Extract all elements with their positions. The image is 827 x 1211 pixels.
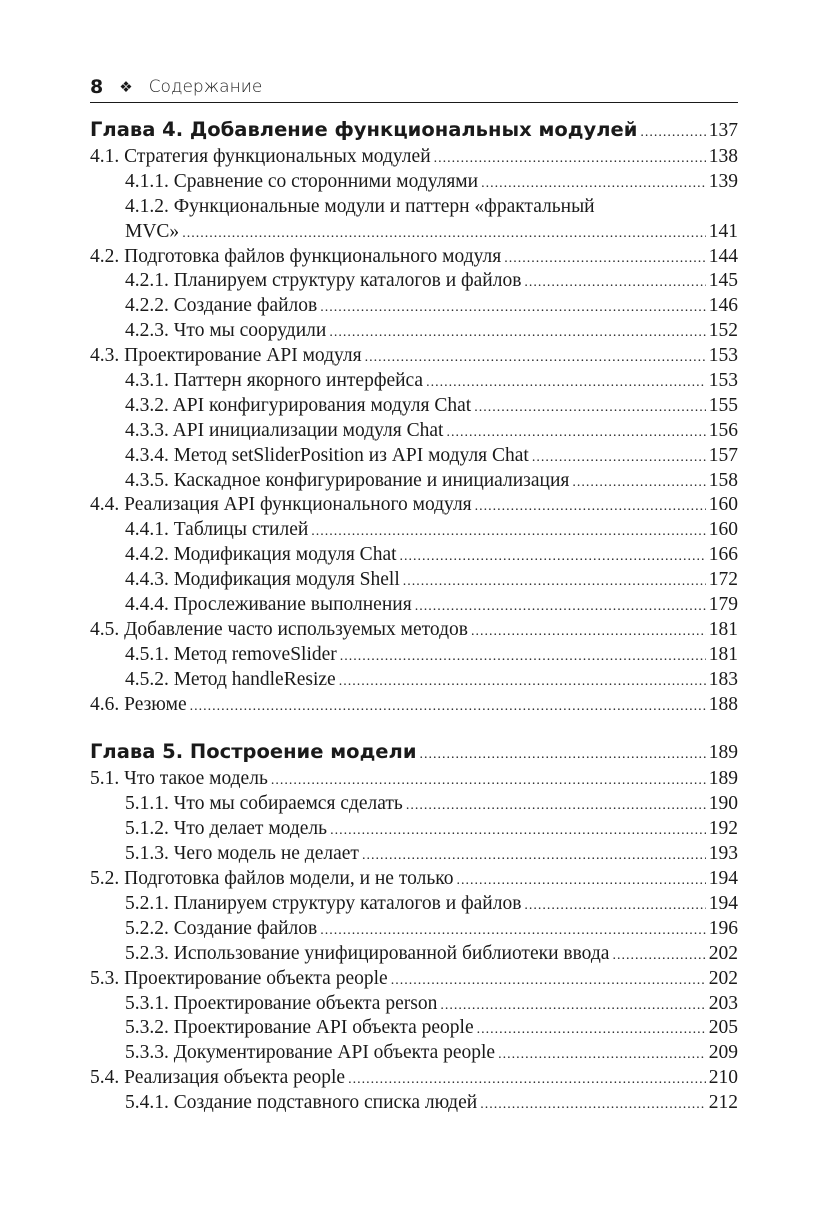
leader-dots [456, 869, 705, 894]
toc-entry-page: 156 [708, 419, 738, 441]
toc-entry[interactable] [90, 1066, 738, 1091]
toc-entry[interactable] [90, 992, 738, 1017]
toc-entry-page: 179 [708, 594, 738, 616]
toc-entry[interactable] [90, 145, 738, 170]
toc-entry-text: 4.3.5. Каскадное конфигурирование и инициализация [125, 469, 570, 491]
toc-entry[interactable] [90, 369, 738, 394]
toc-entry-page: 172 [708, 569, 738, 591]
toc-entry-text: 4.2. Подготовка файлов функционального модуля [90, 245, 502, 267]
leader-dots [311, 520, 705, 545]
running-title: Содержание [148, 77, 263, 97]
toc-entry-text: 4.2.3. Что мы соорудили [125, 320, 327, 342]
toc-entry-page: 209 [708, 1042, 738, 1064]
toc-entry[interactable] [90, 1041, 738, 1066]
toc-entry[interactable] [90, 1091, 738, 1116]
leader-dots [348, 1068, 706, 1093]
toc-entry[interactable] [90, 344, 738, 369]
toc-entry[interactable] [90, 568, 738, 593]
toc-page [90, 72, 738, 1116]
leader-dots [426, 371, 706, 396]
chapter-gap [90, 717, 738, 737]
leader-dots [340, 645, 706, 670]
toc-entry-page: 141 [708, 220, 738, 242]
toc-entry-page: 144 [708, 245, 738, 267]
leader-dots [440, 994, 705, 1019]
toc-entry[interactable] [90, 245, 738, 270]
toc-entry-page: 145 [708, 270, 738, 292]
chapter-page: 137 [708, 120, 738, 141]
toc-entry-text: 5.4.1. Создание подставного списка людей [125, 1092, 478, 1114]
toc-entry[interactable] [90, 967, 738, 992]
toc-entry-text: 4.3.3. API инициализации модуля Chat [125, 419, 444, 441]
toc-entry[interactable] [90, 294, 738, 319]
toc-entry-page: 157 [708, 444, 738, 466]
toc-entry-text: 4.4.1. Таблицы стилей [125, 519, 309, 541]
leader-dots [400, 545, 706, 570]
toc-entry-page: 212 [708, 1092, 738, 1114]
leader-dots [504, 247, 706, 272]
toc-entry-page: 166 [708, 544, 738, 566]
toc-entry[interactable] [90, 917, 738, 942]
chapter-heading[interactable] [90, 115, 738, 145]
toc-entry-page: 196 [708, 917, 738, 939]
toc-entry-text: 5.2.1. Планируем структуру каталогов и файлов [125, 892, 522, 914]
toc-entry-text: 4.4.2. Модификация модуля Chat [125, 544, 397, 566]
toc-entry-text: 5.1. Что такое модель [90, 768, 268, 790]
toc-entry-page: 193 [708, 843, 738, 865]
leader-dots [339, 670, 706, 695]
toc-entry-text: 5.3.3. Документирование API объекта people [125, 1042, 496, 1064]
leader-dots [481, 172, 706, 197]
toc-entry-page: 155 [708, 394, 738, 416]
leader-dots [524, 894, 705, 919]
toc-entry-text: 4.5.1. Метод removeSlider [125, 643, 337, 665]
toc-entry-line1[interactable] [90, 195, 738, 220]
leader-dots [532, 446, 706, 471]
toc-entry[interactable] [90, 693, 738, 718]
leader-dots [612, 944, 705, 969]
page-number: 8 [90, 76, 104, 98]
toc-entry[interactable] [90, 170, 738, 195]
toc-entry-text: 4.6. Резюме [90, 693, 187, 715]
toc-entry-page: 205 [708, 1017, 738, 1039]
toc-entry-text: 4.3.4. Метод setSliderPosition из API модуля Chat [125, 444, 529, 466]
toc-entry-text: 5.1.1. Что мы собираемся сделать [125, 793, 403, 815]
toc-entry-page: 203 [708, 992, 738, 1014]
chapter-page: 189 [708, 742, 738, 764]
toc-entry-page: 183 [708, 668, 738, 690]
leader-dots [391, 969, 706, 994]
toc-entry-page: 146 [708, 295, 738, 317]
toc-entry[interactable] [90, 1016, 738, 1041]
leader-dots [415, 595, 706, 620]
toc-entry-page: 153 [708, 345, 738, 367]
leader-dots [640, 118, 705, 148]
leader-dots [475, 495, 706, 520]
toc-entry[interactable] [90, 767, 738, 792]
toc-entry-page: 158 [708, 469, 738, 491]
toc-entry-page: 152 [708, 320, 738, 342]
leader-dots [271, 769, 706, 794]
chapter-title: Глава 4. Добавление функциональных модулей [90, 118, 638, 141]
toc-entry[interactable] [90, 444, 738, 469]
toc-entry-page: 210 [708, 1067, 738, 1089]
leader-dots [471, 620, 706, 645]
toc-entry-text: 4.1.1. Сравнение со сторонними модулями [125, 170, 479, 192]
toc-entry[interactable] [90, 394, 738, 419]
toc-entry[interactable] [90, 593, 738, 618]
toc-entry[interactable] [90, 220, 738, 245]
toc-entry-page: 190 [708, 793, 738, 815]
toc-entry-page: 188 [708, 693, 738, 715]
toc-entry[interactable] [90, 419, 738, 444]
chapter-heading[interactable] [90, 737, 738, 767]
toc-entry[interactable] [90, 543, 738, 568]
leader-dots [477, 1018, 706, 1043]
toc-entry-text: 4.2.1. Планируем структуру каталогов и файлов [125, 270, 522, 292]
toc-entry-page: 189 [708, 768, 738, 790]
toc-entry-page: 192 [708, 818, 738, 840]
leader-dots [182, 222, 706, 247]
leader-dots [362, 844, 706, 869]
toc-entry-text: 5.3. Проектирование объекта people [90, 967, 388, 989]
toc-entry-page: 194 [708, 868, 738, 890]
leader-dots [480, 1093, 706, 1118]
toc-entry-text: 4.3. Проектирование API модуля [90, 345, 362, 367]
toc-entry[interactable] [90, 493, 738, 518]
toc-entry[interactable] [90, 668, 738, 693]
table-of-contents [90, 115, 738, 1116]
toc-entry-page: 138 [708, 146, 738, 167]
toc-entry[interactable] [90, 618, 738, 643]
toc-entry-text: 5.3.1. Проектирование объекта person [125, 992, 438, 1014]
toc-entry[interactable] [90, 842, 738, 867]
toc-entry[interactable] [90, 469, 738, 494]
chapter-title: Глава 5. Построение модели [90, 740, 417, 764]
leader-dots [446, 421, 705, 446]
toc-entry[interactable] [90, 942, 738, 967]
toc-entry[interactable] [90, 792, 738, 817]
toc-entry-text: 4.5.2. Метод handleResize [125, 668, 336, 690]
toc-entry-text: 4.3.2. API конфигурирования модуля Chat [125, 394, 472, 416]
toc-entry-page: 202 [708, 942, 738, 964]
leader-dots [406, 794, 706, 819]
toc-entry[interactable] [90, 269, 738, 294]
leader-dots [572, 471, 705, 496]
leader-dots [365, 346, 706, 371]
toc-entry-page: 181 [708, 643, 738, 665]
toc-entry-text: 5.3.2. Проектирование API объекта people [125, 1017, 474, 1039]
running-header [90, 72, 738, 103]
toc-entry-text: MVC» [125, 220, 180, 242]
toc-entry-text: 5.1.2. Что делает модель [125, 818, 328, 840]
leader-dots [329, 321, 705, 346]
leader-dots [320, 919, 706, 944]
toc-entry-text: 5.2.3. Использование унифицированной библиотеки ввода [125, 942, 610, 964]
leader-dots [330, 819, 706, 844]
toc-entry-page: 202 [708, 967, 738, 989]
leader-dots [498, 1043, 706, 1068]
toc-entry-text: 4.2.2. Создание файлов [125, 295, 318, 317]
toc-entry-text: 5.2.2. Создание файлов [125, 917, 318, 939]
toc-entry-text: 4.4.3. Модификация модуля Shell [125, 569, 400, 591]
toc-entry-page: 160 [708, 494, 738, 516]
toc-entry[interactable] [90, 817, 738, 842]
toc-entry[interactable] [90, 518, 738, 543]
toc-entry-text: 5.2. Подготовка файлов модели, и не только [90, 868, 454, 890]
toc-entry-page: 194 [708, 892, 738, 914]
leader-dots [190, 695, 706, 720]
toc-entry-page: 181 [708, 618, 738, 640]
leader-dots [419, 740, 705, 770]
leader-dots [474, 396, 706, 421]
leader-dots [403, 570, 706, 595]
toc-entry-page: 160 [708, 519, 738, 541]
toc-entry[interactable] [90, 892, 738, 917]
leader-dots [524, 271, 705, 296]
toc-entry-text: 4.1.2. Функциональные модули и паттерн «фрактальный [125, 195, 595, 217]
toc-entry-text: 4.4.4. Прослеживание выполнения [125, 594, 412, 616]
ornament-icon: ❖ [119, 78, 133, 96]
toc-entry[interactable] [90, 643, 738, 668]
toc-entry-text: 4.5. Добавление часто используемых методов [90, 618, 468, 640]
toc-entry-text: 5.4. Реализация объекта people [90, 1067, 346, 1089]
toc-entry-text: 4.1. Стратегия функциональных модулей [90, 146, 431, 167]
toc-entry[interactable] [90, 319, 738, 344]
toc-entry-page: 153 [708, 370, 738, 392]
toc-entry[interactable] [90, 867, 738, 892]
toc-entry-text: 5.1.3. Чего модель не делает [125, 843, 359, 865]
toc-entry-text: 4.4. Реализация API функционального модуля [90, 494, 472, 516]
toc-entry-page: 139 [708, 170, 738, 192]
leader-dots [434, 147, 706, 172]
leader-dots [320, 296, 706, 321]
toc-entry-text: 4.3.1. Паттерн якорного интерфейса [125, 370, 424, 392]
